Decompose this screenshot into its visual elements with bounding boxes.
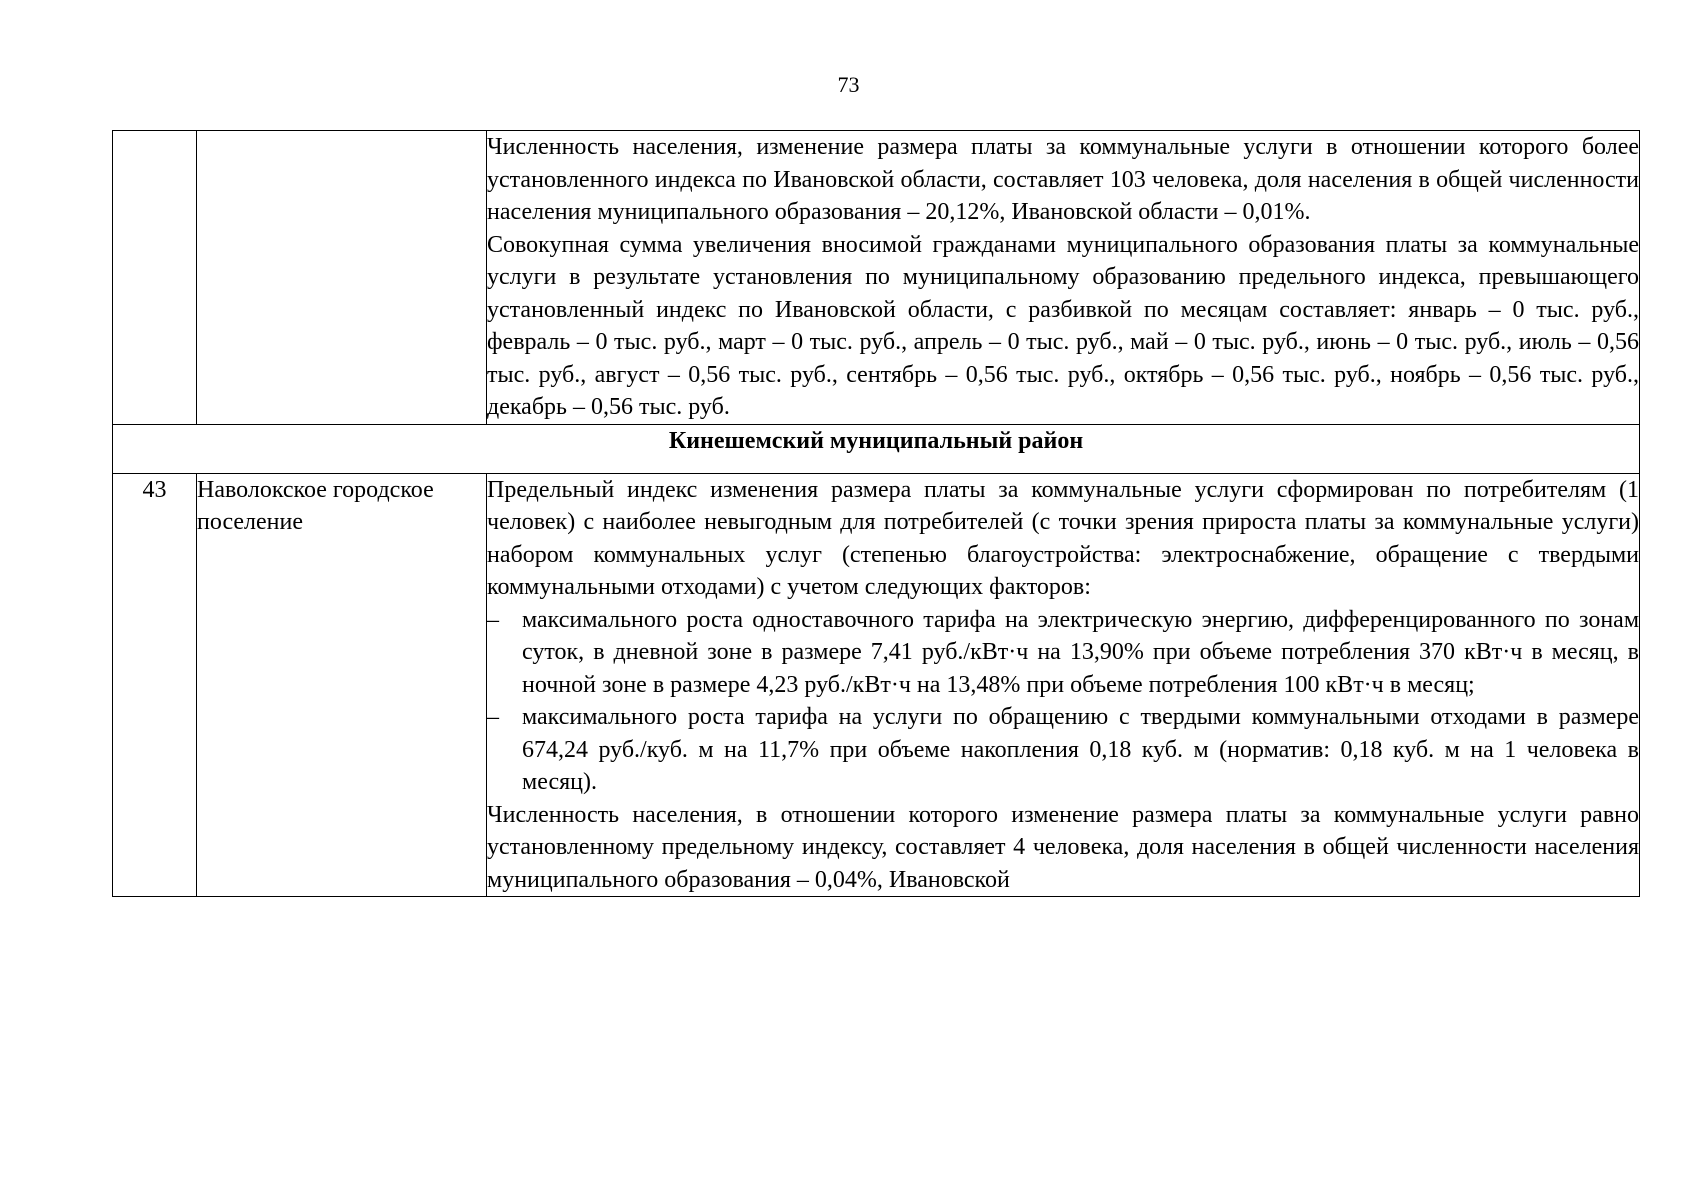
municipality-name-cell	[197, 131, 487, 425]
page-number: 73	[837, 72, 860, 97]
description-cell	[487, 131, 1640, 425]
bullet-text: максимального роста тарифа на услуги по обращению с твердыми коммунальными отходами в размере 674,24 руб./куб. м на 11,7% при объеме накопления 0,18 куб. м (норматив: 0,18 куб. м на 1 человека в месяц).	[522, 704, 1639, 795]
row-number-cell	[113, 131, 197, 425]
bullet-text: максимального роста одноставочного тарифа на электрическую энергию, дифференцированного по зонам суток, в дневной зоне в размере 7,41 руб./кВт·ч на 13,90% при объеме потребления 370 кВт·ч в месяц, в ночной зоне в размере 4,23 руб./кВт·ч на 13,48% при объеме потребления 100 кВт·ч в месяц;	[522, 606, 1639, 698]
bullet-item	[487, 701, 1639, 799]
row-number: 43	[113, 473, 197, 897]
table-row-continued	[113, 131, 1640, 425]
bullet-dash: –	[487, 606, 499, 633]
bullet-item	[487, 604, 1639, 702]
closing-paragraph: Численность населения, в отношении которого изменение размера платы за коммунальные услуги равно установленному предельному индексу, составляет 4 человека, доля населения в общей численности населения муниципального образования – 0,04%, Ивановской	[487, 801, 1639, 893]
table-row-43	[113, 473, 1640, 897]
section-heading: Кинешемский муниципальный район	[113, 424, 1640, 473]
monthly-sum-paragraph: Совокупная сумма увеличения вносимой гражданами муниципального образования платы за коммунальные услуги в результате установления по муниципальному образованию предельного индекса, превышающего установленный индекс по Ивановской области, с разбивкой по месяцам составляет: январь – 0 тыс. руб., февраль – 0 тыс. руб., март – 0 тыс. руб., апрель – 0 тыс. руб., май – 0 тыс. руб., июнь – 0 тыс. руб., июль – 0,56 тыс. руб., август – 0,56 тыс. руб., сентябрь – 0,56 тыс. руб., октябрь – 0,56 тыс. руб., ноябрь – 0,56 тыс. руб., декабрь – 0,56 тыс. руб.	[487, 231, 1639, 420]
section-heading-row	[113, 424, 1640, 473]
population-paragraph: Численность населения, изменение размера платы за коммунальные услуги в отношении которого более установленного индекса по Ивановской области, составляет 103 человека, доля населения в общей численности населения муниципального образования – 20,12%, Ивановской области – 0,01%.	[487, 134, 1639, 225]
intro-paragraph: Предельный индекс изменения размера платы за коммунальные услуги сформирован по потребителям (1 человек) с наиболее невыгодным для потребителей (с точки зрения прироста платы за коммунальные услуги) набором коммунальных услуг (степенью благоустройства: электроснабжение, обращение с твердыми коммунальными отходами) с учетом следующих факторов:	[487, 476, 1639, 600]
description-cell	[487, 473, 1640, 897]
municipality-name: Наволокское городское поселение	[197, 473, 487, 897]
index-table	[112, 130, 1640, 897]
bullet-dash: –	[487, 704, 499, 730]
